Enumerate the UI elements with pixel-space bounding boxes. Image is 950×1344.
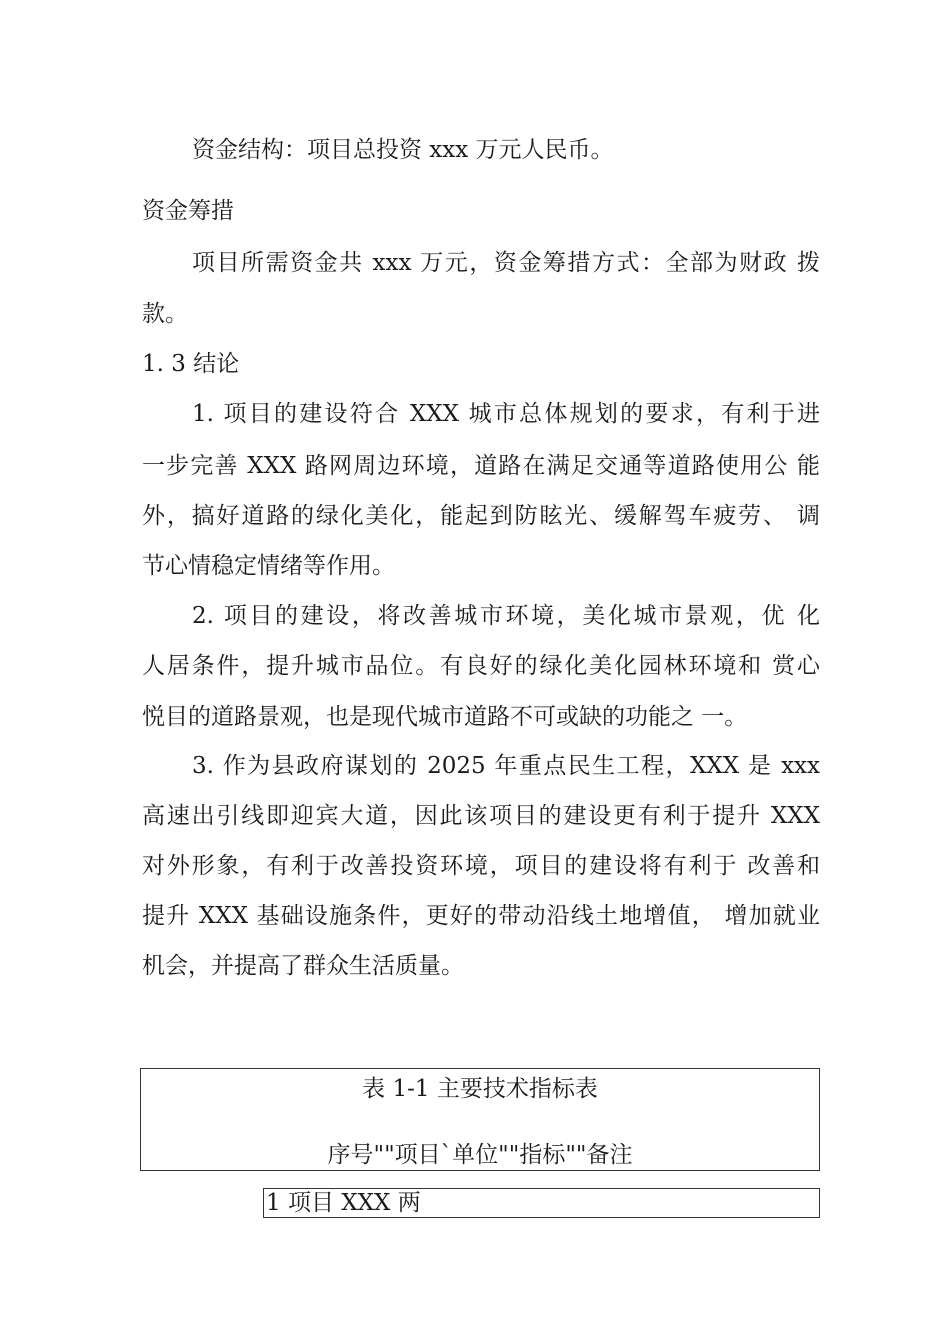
conclusion-point-2-line: 人居条件，提升城市品位。有良好的绿化美化园林环境和 赏心	[142, 653, 820, 679]
conclusion-point-2-line: 2. 项目的建设，将改善城市环境，美化城市景观，优 化	[192, 603, 820, 629]
table-row-text: 1 项目 XXX 两	[266, 1190, 421, 1216]
conclusion-point-3-line: 3. 作为县政府谋划的 2025 年重点民生工程，XXX 是 xxx	[192, 753, 820, 779]
table-title: 表 1-1 主要技术指标表	[362, 1076, 598, 1102]
conclusion-point-1-line: 1. 项目的建设符合 XXX 城市总体规划的要求，有利于进	[192, 401, 820, 427]
conclusion-point-3-line: 高速出引线即迎宾大道，因此该项目的建设更有利于提升 XXX	[142, 803, 820, 829]
conclusion-point-3-line: 对外形象，有利于改善投资环境，项目的建设将有利于 改善和	[142, 853, 820, 879]
conclusion-point-1-line: 外，搞好道路的绿化美化，能起到防眩光、缓解驾车疲劳、 调	[142, 503, 820, 529]
conclusion-point-1-line: 一步完善 XXX 路网周边环境，道路在满足交通等道路使用公 能	[142, 453, 820, 479]
conclusion-heading: 1. 3 结论	[142, 351, 240, 377]
conclusion-point-1-line: 节心情稳定情绪等作用。	[142, 553, 395, 579]
conclusion-point-2-line: 悦目的道路景观，也是现代城市道路不可或缺的功能之 一。	[142, 704, 748, 730]
funding-paragraph-line: 项目所需资金共 xxx 万元，资金筹措方式：全部为财政 拨	[192, 250, 820, 276]
funding-structure-text: 资金结构：项目总投资 xxx 万元人民币。	[192, 137, 614, 163]
technical-indicators-table	[140, 1068, 820, 1171]
table-row	[263, 1188, 820, 1218]
funding-heading: 资金筹措	[142, 198, 234, 224]
conclusion-point-3-line: 机会，并提高了群众生活质量。	[142, 953, 464, 979]
conclusion-point-3-line: 提升 XXX 基础设施条件，更好的带动沿线土地增值， 增加就业	[142, 903, 820, 929]
table-header-row: 序号""项目`单位""指标""备注	[327, 1142, 633, 1168]
funding-paragraph-line: 款。	[142, 301, 188, 327]
